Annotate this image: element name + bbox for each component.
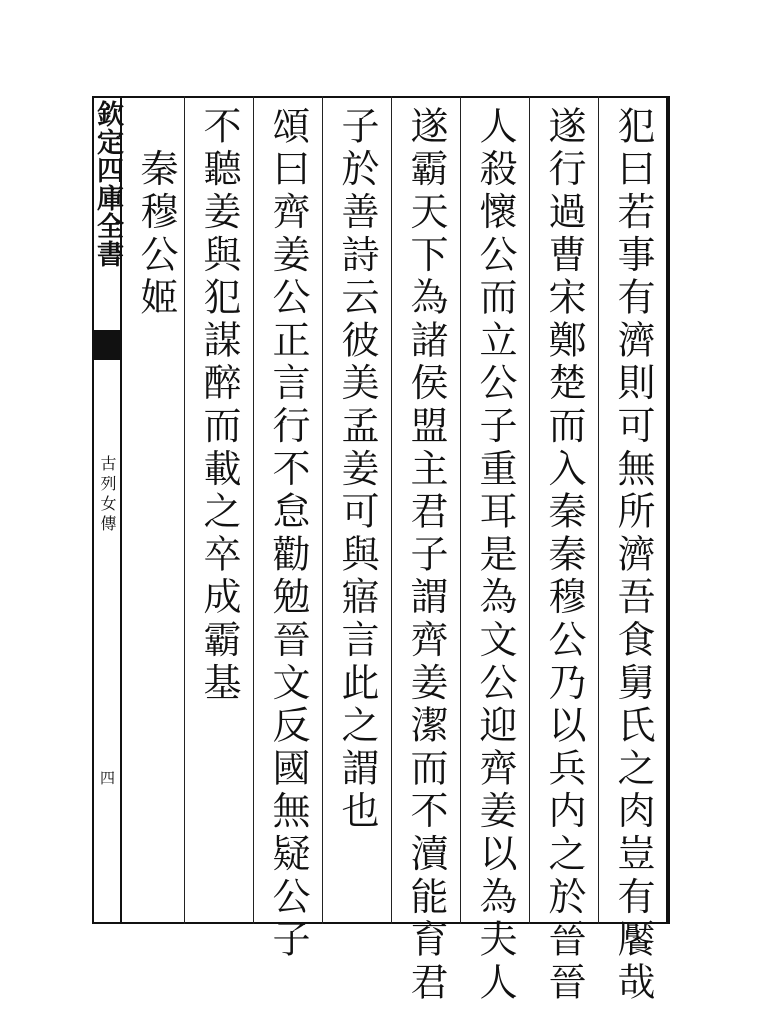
chapter-title: 古列女傳 <box>98 455 117 535</box>
column-rule <box>322 96 323 924</box>
text-column-2: 遂行過曹宋鄭楚而入秦秦穆公乃以兵内之於晉晉 <box>542 106 586 1005</box>
text-column-4: 遂霸天下為諸侯盟主君子謂齊姜潔而不瀆能育君 <box>404 106 448 1005</box>
column-rule <box>598 96 599 924</box>
page-number: 四 <box>98 770 116 785</box>
text-column-7: 不聽姜與犯謀醉而載之卒成霸基 <box>197 106 241 706</box>
column-rule <box>391 96 392 924</box>
column-rule <box>253 96 254 924</box>
column-rule <box>529 96 530 924</box>
text-column-1: 犯曰若事有濟則可無所濟吾食舅氏之肉豈有饜哉 <box>611 106 655 1005</box>
section-heading: 秦穆公姬 <box>134 106 178 320</box>
text-column-5: 子於善詩云彼美孟姜可與寤言此之謂也 <box>335 106 379 834</box>
text-column-6: 頌曰齊姜公正言行不怠勸勉晉文反國無疑公子 <box>266 106 310 962</box>
column-rule <box>460 96 461 924</box>
book-title: 欽定四庫全書 <box>92 100 123 268</box>
fishtail-mark <box>94 330 120 360</box>
text-column-3: 人殺懷公而立公子重耳是為文公迎齊姜以為夫人 <box>473 106 517 1005</box>
